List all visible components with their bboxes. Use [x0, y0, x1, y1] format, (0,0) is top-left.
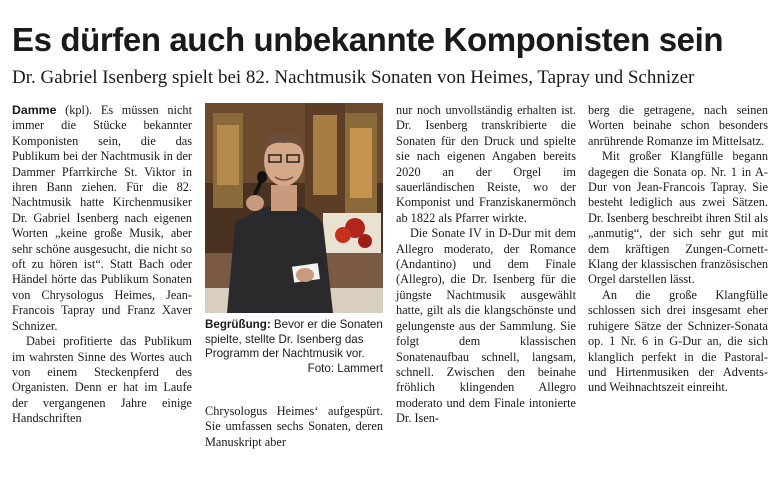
caption-text: Bevor er die Sonaten spielte, stellte Dr. Isenberg das Programm der Nachtmusik vor.: [205, 318, 383, 361]
paragraph: Dabei profitierte das Publikum im wahrsten Sinne des Wortes auch von einem Steckenpferd des Organisten. Denn er hat im Laufe der vergangenen Jahre einige Handschriften: [12, 334, 192, 426]
article-column-1: [12, 103, 192, 427]
photo-credit: Foto: Lammert: [307, 361, 383, 375]
article-column-2: [205, 404, 383, 450]
paragraph: nur noch unvollständig erhalten ist. Dr. Isenberg transkribierte die Sonaten für den Druck und spielte sie nach eigenen Angaben bereits 2020 an der Orgel im sauerländischen Reiste, wo der Komponist und Franziskanermönch ab 1822 als Pfarrer wirkte.: [396, 103, 576, 225]
paragraph: [12, 103, 192, 334]
photo-organist-at-microphone: [205, 103, 383, 313]
paragraph-text: (kpl). Es müssen nicht immer die Stücke bekannter Komponisten sein, die das Publikum bei der Nachtmusik in der Dammer Pfarrkirche St. Viktor in ihren Bann ziehen. Für die 82. Nachtmusik hatte Kirchenmusiker Dr. Gabriel Isenberg nach eigenen Worten „keine große Musik, aber sehr schöne ausgesucht, die nicht so oft zu hören ist“. Statt Bach oder Händel hörte das Publikum Sonaten von Chrysologus Heimes, Jean-Francois Tapray und Franz Xaver Schnizer.: [12, 103, 192, 333]
paragraph: Mit großer Klangfülle begann dagegen die Sonata op. Nr. 1 in A-Dur von Jean-Francois Tapray. Sie besteht lediglich aus zwei Sätzen. Dr. Isenberg beschreibt ihren Stil als „anmutig“, der sich sehr gut mit dem kräftigen Zungen-Cornett-Klang der klassischen französischen Orgel darstellen lässt.: [588, 149, 768, 287]
article-column-3: [396, 103, 576, 427]
paragraph: berg die getragene, nach seinen Worten beinahe schon besonders anrührende Romanze im Mittelsatz.: [588, 103, 768, 148]
dateline: Damme: [12, 103, 57, 117]
paragraph: Die Sonate IV in D-Dur mit dem Allegro moderato, der Romance (Andantino) und dem Finale (Allegro), die Dr. Isenberg für die jüngste Nachtmusik ausgewählt hatte, gilt als die klangschönste und gelungenste aus der Sammlung. Sie folgt dem klassischen Sonatenaufbau schnell, langsam, schnell. Zwischen den beinahe fröhlich klingenden Allegro moderato und dem Finale intonierte Dr. Isen-: [396, 226, 576, 426]
article-column-4: [588, 103, 768, 396]
article-photo: [205, 103, 383, 313]
photo-caption: [205, 318, 383, 376]
headline: Es dürfen auch unbekannte Komponisten sein: [12, 21, 724, 58]
paragraph: Chrysologus Heimes‘ aufgespürt. Sie umfassen sechs Sonaten, deren Manuskript aber: [205, 404, 383, 449]
subheadline: Dr. Gabriel Isenberg spielt bei 82. Nachtmusik Sonaten von Heimes, Tapray und Schnizer: [12, 67, 695, 88]
caption-lead: Begrüßung:: [205, 318, 271, 331]
paragraph: An die große Klangfülle schlossen sich drei insgesamt eher ruhigere Sätze der Schnizer-Sonata op. 1 Nr. 6 in G-Dur an, die sich klanglich perfekt in die Pastoral- und Hirtenmusiken der Advents- und Weihnachtszeit einreiht.: [588, 287, 768, 395]
